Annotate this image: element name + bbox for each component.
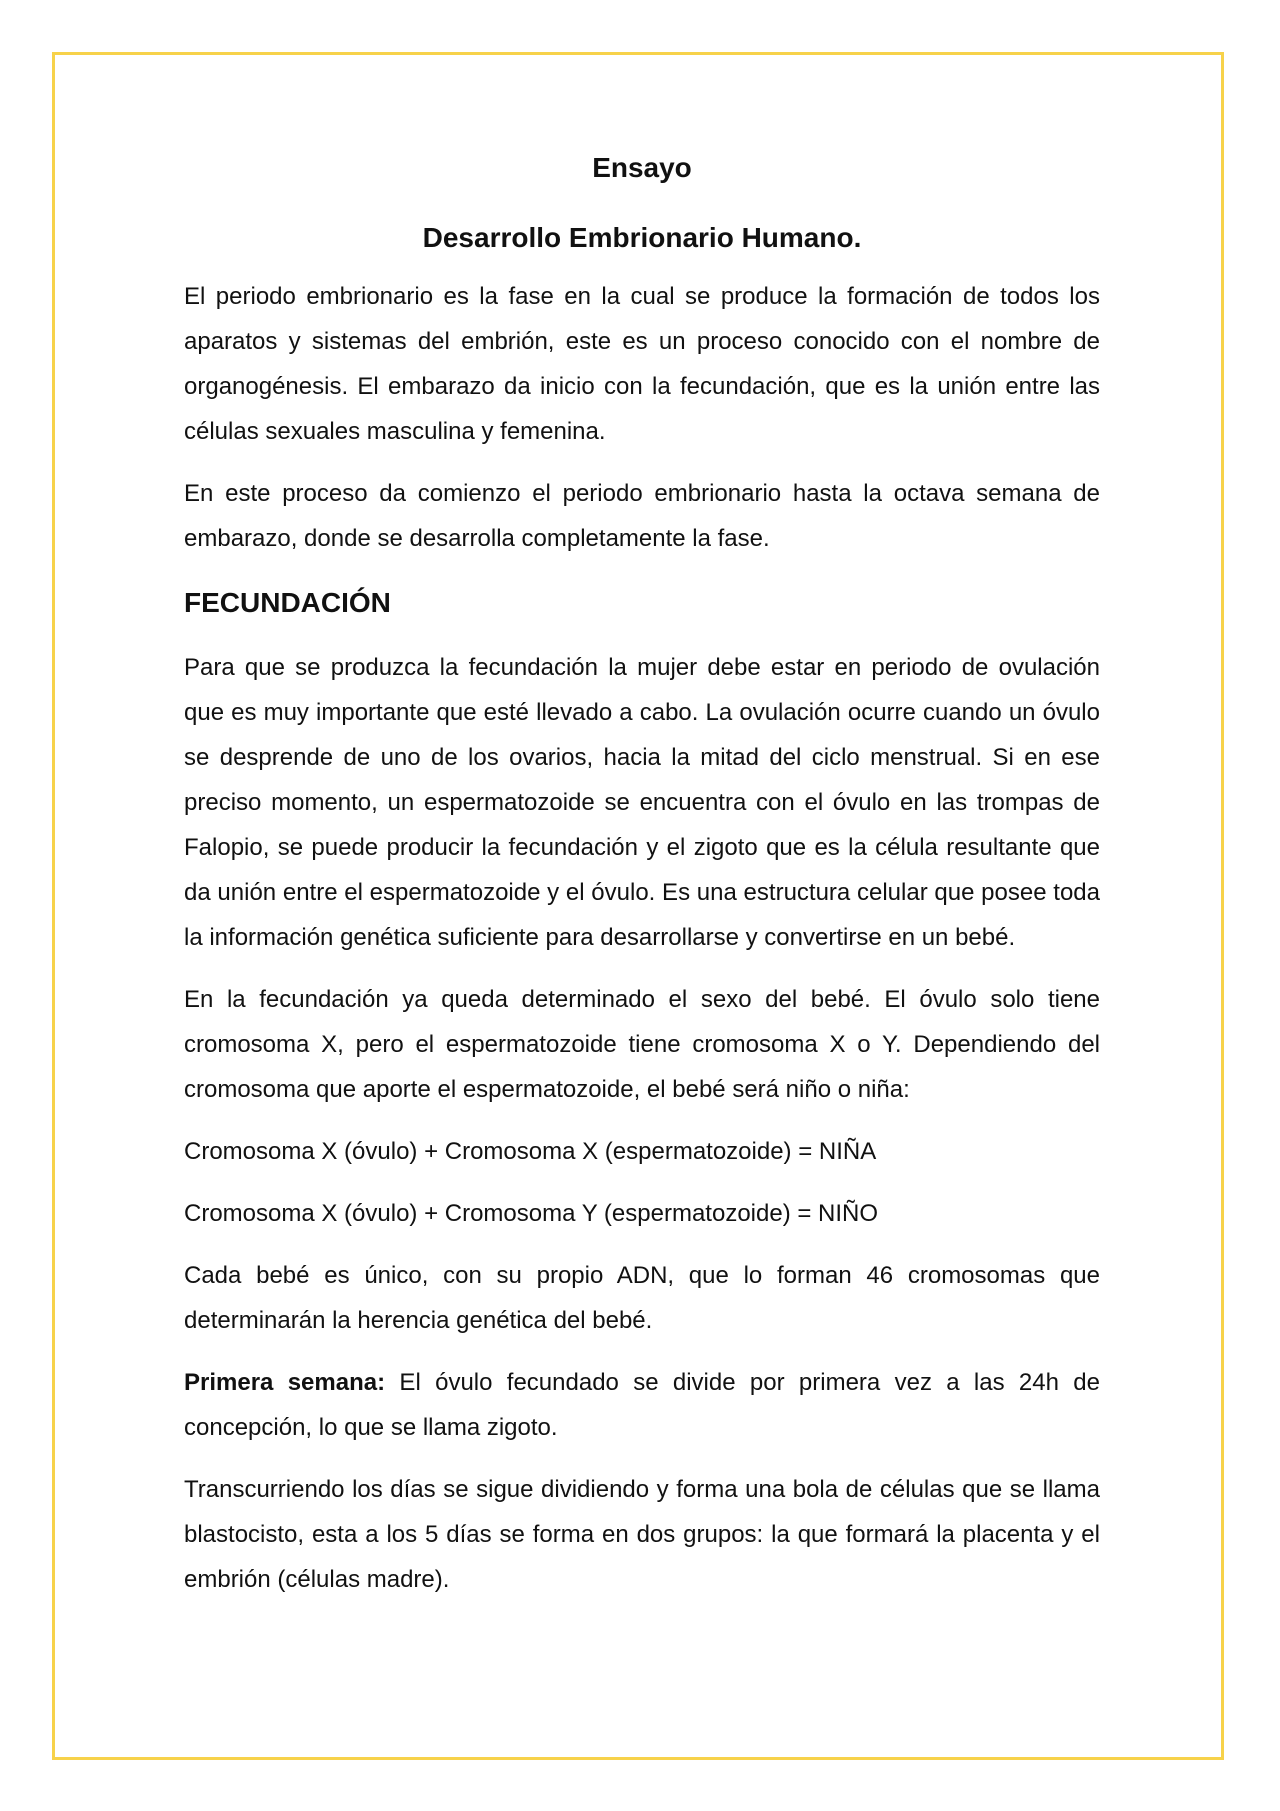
week1-label: Primera semana: — [184, 1369, 386, 1396]
fecundacion-paragraph-1: Para que se produzca la fecundación la mujer debe estar en periodo de ovulación que es muy importante que esté llevado a cabo. La ovulación ocurre cuando un óvulo se desprende de uno de los ovarios, hacia la mitad del ciclo menstrual. Si en ese preciso momento, un espermatozoide se encuentra con el óvulo en las trompas de Falopio, se puede producir la fecundación y el zigoto que es la célula resultante que da unión entre el espermatozoide y el óvulo. Es una estructura celular que posee toda la información genética suficiente para desarrollarse y convertirse en un bebé. — [184, 654, 1100, 951]
week1-paragraph — [184, 1360, 1100, 1450]
formula-girl: Cromosoma X (óvulo) + Cromosoma X (espermatozoide) = NIÑA — [184, 1138, 877, 1165]
intro-paragraph-1: El periodo embrionario es la fase en la cual se produce la formación de todos los aparatos y sistemas del embrión, este es un proceso conocido con el nombre de organogénesis. El embarazo da inicio con la fecundación, que es la unión entre las células sexuales masculina y femenina. — [184, 283, 1100, 445]
document-subtitle: Desarrollo Embrionario Humano. — [422, 222, 862, 253]
document-title: Ensayo — [592, 152, 692, 183]
document-body — [184, 148, 1100, 1619]
intro-paragraph-2: En este proceso da comienzo el periodo embrionario hasta la octava semana de embarazo, donde se desarrolla completamente la fase. — [184, 480, 1100, 552]
dna-paragraph: Cada bebé es único, con su propio ADN, que lo forman 46 cromosomas que determinarán la herencia genética del bebé. — [184, 1262, 1100, 1334]
week1-text: El óvulo fecundado se divide por primera vez a las 24h de concepción, lo que se llama zigoto. — [184, 1369, 1100, 1441]
final-paragraph: Transcurriendo los días se sigue dividiendo y forma una bola de células que se llama blastocisto, esta a los 5 días se forma en dos grupos: la que formará la placenta y el embrión (células madre). — [184, 1476, 1100, 1593]
formula-boy: Cromosoma X (óvulo) + Cromosoma Y (espermatozoide) = NIÑO — [184, 1200, 879, 1227]
section-heading-fecundacion: FECUNDACIÓN — [184, 587, 391, 618]
fecundacion-paragraph-2: En la fecundación ya queda determinado el sexo del bebé. El óvulo solo tiene cromosoma X, pero el espermatozoide tiene cromosoma X o Y. Dependiendo del cromosoma que aporte el espermatozoide, el bebé será niño o niña: — [184, 986, 1100, 1103]
